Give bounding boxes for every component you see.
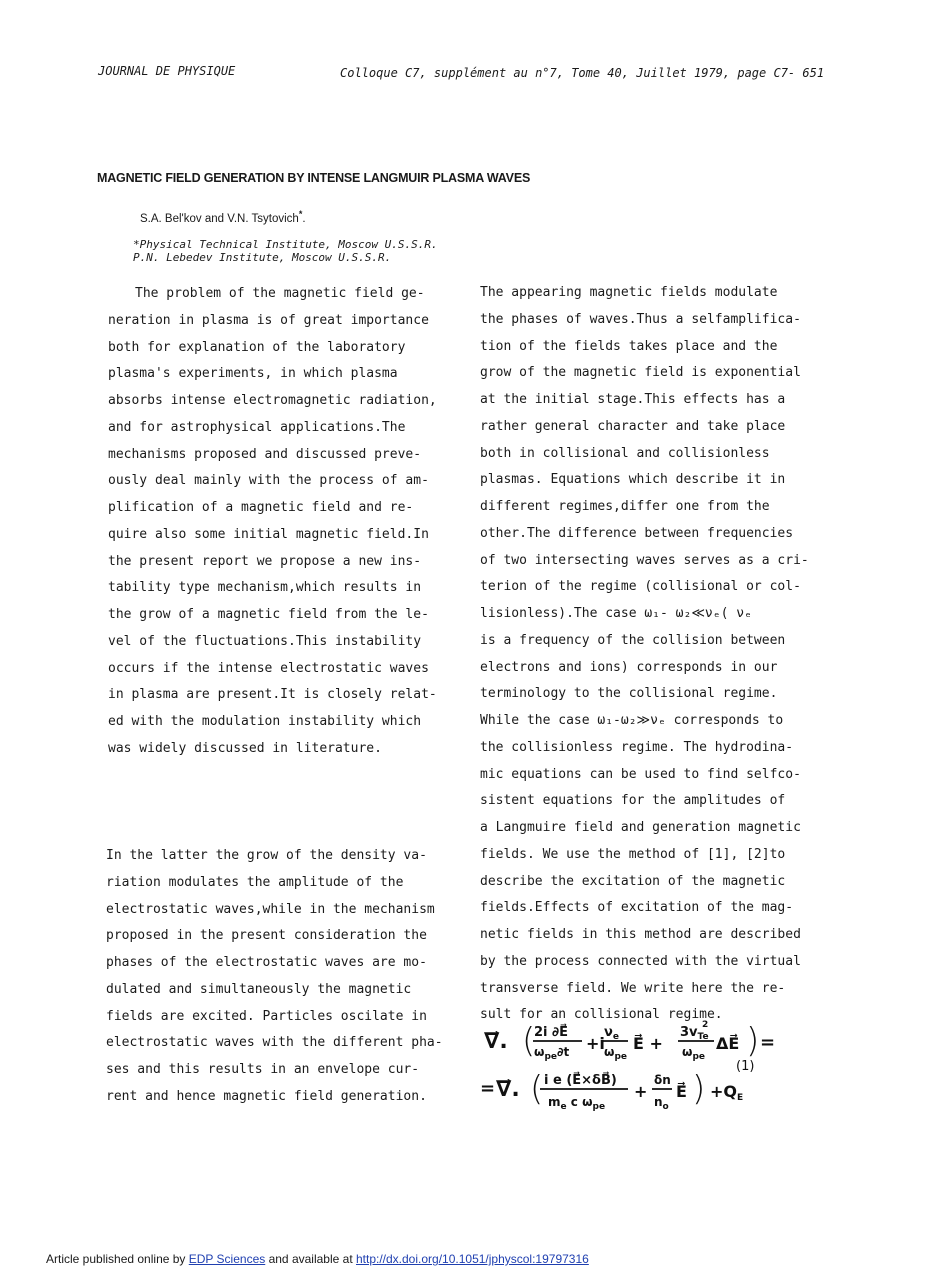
text-line: electrostatic waves,while in the mechanism [106,901,435,917]
text-line: a Langmuire field and generation magnetic [480,820,801,835]
svg-text:ωpe: $\omega_{pe}$ [682,1045,705,1062]
text-line: tability type mechanism,which results in [108,580,422,596]
affiliation-2 [133,251,391,264]
text-line: by the process connected with the virtual [480,953,801,969]
svg-text:i e (E⃗×δB⃗): i e (E⃗×δB⃗) [544,1073,617,1088]
svg-text:no: $n_o$ [654,1095,669,1112]
text-line: The problem of the magnetic field ge- [135,286,425,301]
text-line: electrostatic waves with the different pha- [106,1035,443,1051]
svg-text:E⃗ +: E⃗ + [633,1034,663,1053]
text-line: both in collisional and collisionless [480,445,770,461]
text-line: lisionless).The case ω₁- ω₂≪νₑ( νₑ [480,606,752,621]
affiliation-1 [133,238,438,251]
journal-name: JOURNAL DE PHYSIQUE [98,64,236,78]
text-line: different regimes,differ one from the [480,499,770,514]
text-line: rent and hence magnetic field generation. [106,1088,427,1104]
text-line: and for astrophysical applications.The [108,419,406,435]
text-line: the collisionless regime. The hydrodina- [480,739,794,755]
author-names: S.A. Bel'kov and V.N. Tsytovich [140,212,299,225]
text-line: terminology to the collisional regime. [480,686,778,702]
text-line: is a frequency of the collision between [480,632,786,648]
svg-text:=: = [480,1078,496,1099]
svg-text:2i ∂E⃗: 2i ∂E⃗ [534,1025,568,1040]
text-line: at the initial stage.This effects has a [480,392,786,407]
svg-text:ΔE⃗: ΔE⃗ [716,1034,740,1053]
svg-text:3vTe: $3v_{Te}$ [680,1025,709,1042]
text-line: was widely discussed in literature. [108,740,382,756]
svg-text:δn: δn [654,1073,671,1087]
text-line: the grow of a magnetic field from the le- [108,607,429,622]
text-line: plification of a magnetic field and re- [108,500,414,515]
affiliation-mark: * [133,238,140,251]
article-title: MAGNETIC FIELD GENERATION BY INTENSE LANGMUIR PLASMA WAVES [97,171,531,185]
text-line: fields. We use the method of [1], [2]to [480,846,786,862]
text-line: vel of the fluctuations.This instability [108,633,422,649]
text-line: tion of the fields takes place and the [480,338,778,354]
svg-text:(: ( [522,1021,536,1061]
citation-line: Colloque C7, supplément au n°7, Tome 40, Juillet 1979, page C7- 651 [340,66,825,80]
text-line: The appearing magnetic fields modulate [480,285,778,300]
author-mark: * [298,209,303,219]
left-column-paragraph-1 [108,281,437,763]
authors [140,209,306,225]
text-line: sult for an collisional regime. [480,1007,723,1023]
text-line: proposed in the present consideration the [106,928,427,944]
text-line: dulated and simultaneously the magnetic [106,981,412,997]
svg-text:(: ( [530,1069,544,1109]
svg-text:): ) [746,1021,760,1061]
svg-text:∇⃗.: ∇⃗. [484,1029,508,1054]
text-line: sistent equations for the amplitudes of [480,793,786,809]
text-line: phases of the electrostatic waves are mo- [106,955,427,970]
footer-middle: and available at [265,1252,356,1266]
author-period: . [302,212,306,225]
text-line: the phases of waves.Thus a selfamplifica- [480,311,801,327]
text-line: of two intersecting waves serves as a cri- [480,552,809,568]
text-line: ses and this results in an envelope cur- [106,1062,420,1077]
equation-1 [478,1018,858,1128]
text-line: fields.Effects of excitation of the mag- [480,900,794,916]
right-column [480,280,809,1029]
text-line: In the latter the grow of the density va- [106,848,427,863]
svg-text:νe: $\nu_e$ [604,1025,619,1042]
text-line: absorbs intense electromagnetic radiation, [108,393,437,408]
text-line: the present report we propose a new ins- [108,553,422,569]
svg-text:E⃗: E⃗ [676,1082,687,1101]
svg-text:): ) [692,1069,706,1109]
text-line: rather general character and take place [480,418,786,434]
left-column-paragraph-2 [106,843,443,1111]
svg-text:me c ωpe: $m_e$ c $\omega_{pe}$ [548,1095,606,1112]
footer-prefix: Article published online by [46,1252,189,1266]
text-line: both for explanation of the laboratory [108,339,406,355]
footer [46,1252,589,1266]
text-line: quire also some initial magnetic field.In [108,526,429,542]
svg-text:+: + [634,1082,648,1101]
svg-text:ωpe: $\omega_{pe}$ [604,1045,627,1062]
svg-text:2: 2 [702,1020,709,1030]
text-line: netic fields in this method are described [480,927,801,942]
affiliation-text: P.N. Lebedev Institute, Moscow U.S.S.R. [133,251,392,264]
text-line: in plasma are present.It is closely relat- [108,687,437,703]
text-line: other.The difference between frequencies [480,525,794,541]
text-line: plasmas. Equations which describe it in [480,472,786,488]
doi-link[interactable]: http://dx.doi.org/10.1051/jphyscol:19797316 [355,1252,589,1266]
text-line: riation modulates the amplitude of the [106,874,404,890]
text-line: plasma's experiments, in which plasma [108,366,398,382]
text-line: electrons and ions) corresponds in our [480,659,778,675]
text-line: ed with the modulation instability which [108,714,422,729]
svg-text:ωpe∂t: $\omega_{pe}\partial t$ [534,1045,570,1062]
text-line: grow of the magnetic field is exponential [480,365,801,381]
svg-text:+i: +i [586,1034,605,1053]
publisher-link[interactable]: EDP Sciences [188,1252,266,1266]
text-line: mic equations can be used to find selfco- [480,766,801,782]
svg-text:∇⃗.: ∇⃗. [496,1077,520,1102]
text-line: describe the excitation of the magnetic [480,873,786,889]
text-line: ously deal mainly with the process of am- [108,473,429,489]
text-line: While the case ω₁-ω₂≫νₑ corresponds to [480,713,784,728]
text-line: neration in plasma is of great importance [108,312,429,328]
text-line: mechanisms proposed and discussed preve- [108,446,422,462]
text-line: terion of the regime (collisional or col- [480,579,801,595]
equation-number: (1) [736,1059,755,1074]
svg-text:=: = [760,1032,776,1053]
text-line: occurs if the intense electrostatic waves [108,660,429,676]
svg-text:+QE: +QE [710,1082,744,1103]
text-line: fields are excited. Particles oscilate in [106,1008,427,1024]
text-line: transverse field. We write here the re- [480,980,786,996]
affiliation-text: Physical Technical Institute, Moscow U.S.S.R. [139,238,438,251]
